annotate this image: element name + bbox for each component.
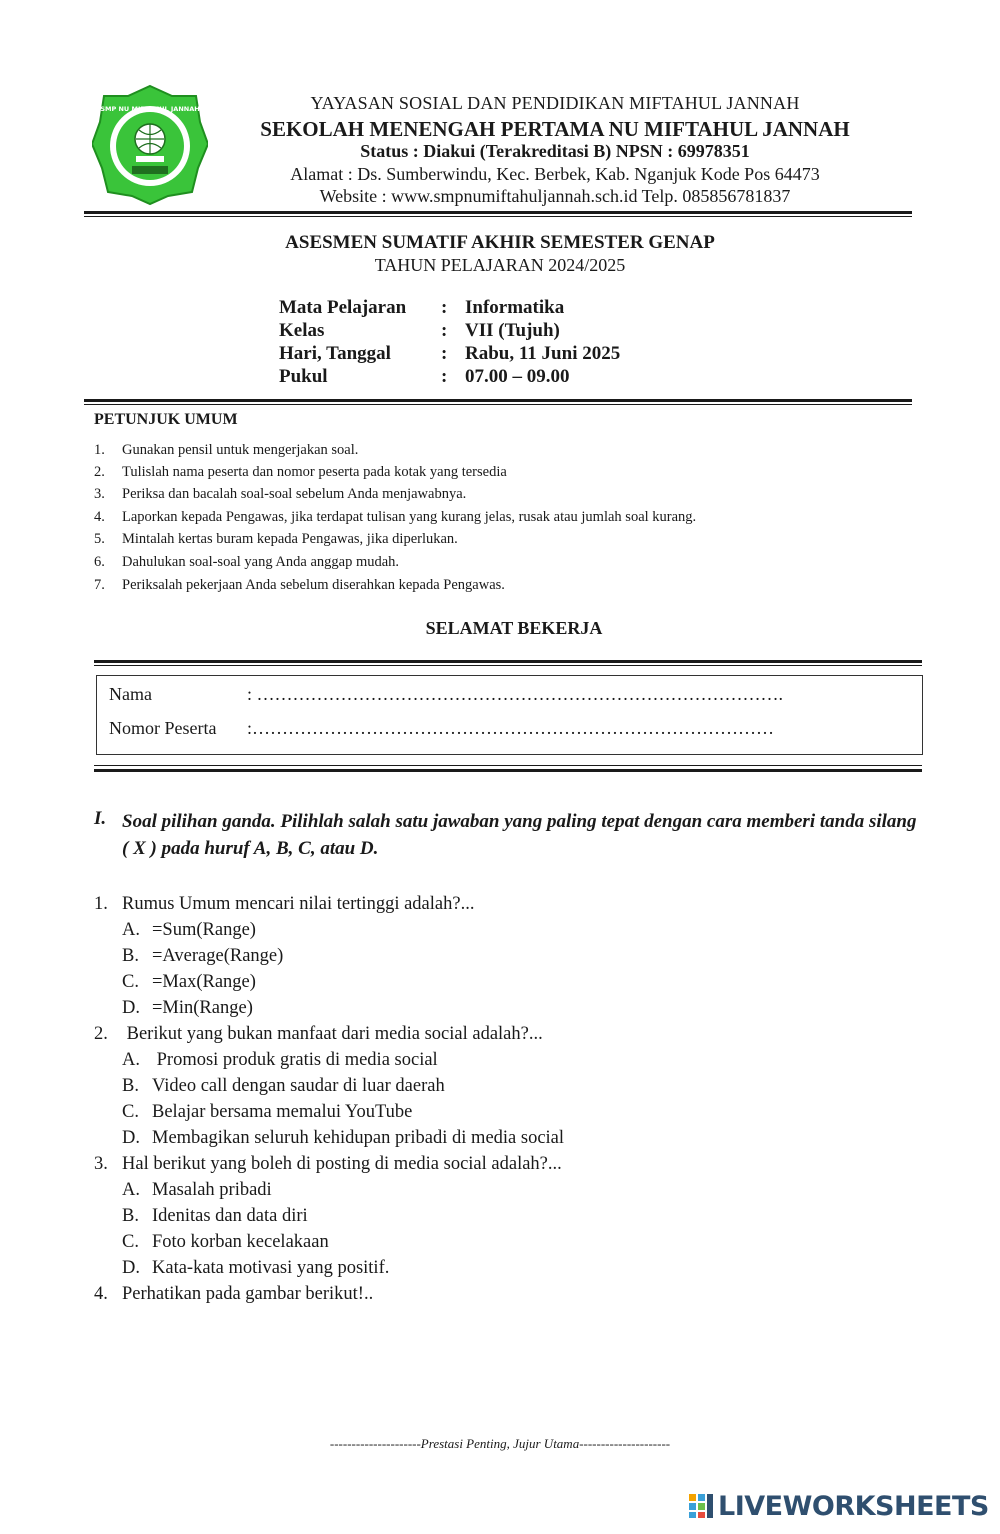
school-website: Website : www.smpnumiftahuljannah.sch.id Telp. 085856781837 xyxy=(319,186,791,206)
exam-title: ASESMEN SUMATIF AKHIR SEMESTER GENAP xyxy=(285,232,715,253)
school-status: Status : Diakui (Terakreditasi B) NPSN : 69978351 xyxy=(360,141,750,161)
info-label: Mata Pelajaran xyxy=(279,297,407,318)
info-divider xyxy=(84,399,912,402)
foundation-name: YAYASAN SOSIAL DAN PENDIDIKAN MIFTAHUL JANNAH xyxy=(310,93,800,113)
closing-greeting: SELAMAT BEKERJA xyxy=(425,618,603,638)
school-address: Alamat : Ds. Sumberwindu, Kec. Berbek, Kab. Nganjuk Kode Pos 64473 xyxy=(290,164,820,184)
instruction-item: 6. Dahulukan soal-soal yang Anda anggap mudah. xyxy=(94,554,400,570)
section-number: I. xyxy=(94,808,107,829)
question: 3. Hal berikut yang boleh di posting di media social adalah?... xyxy=(94,1154,562,1174)
name-field[interactable]: : ……………………………………………………………………………. xyxy=(247,684,784,704)
answer-option[interactable]: B. =Average(Range) xyxy=(122,946,284,966)
question: 1. Rumus Umum mencari nilai tertinggi adalah?... xyxy=(94,894,475,914)
instruction-item: 1. Gunakan pensil untuk mengerjakan soal. xyxy=(94,442,359,458)
identity-divider-top-thin xyxy=(94,665,922,666)
answer-option[interactable]: A. Promosi produk gratis di media social xyxy=(122,1050,438,1070)
instruction-item: 2. Tulislah nama peserta dan nomor peserta pada kotak yang tersedia xyxy=(94,464,507,480)
info-label: Hari, Tanggal xyxy=(279,343,391,364)
info-value: Informatika xyxy=(465,297,565,318)
school-logo xyxy=(92,84,208,206)
identity-divider-top xyxy=(94,660,922,663)
answer-option[interactable]: A. Masalah pribadi xyxy=(122,1180,272,1200)
answer-option[interactable]: B. Video call dengan saudar di luar daerah xyxy=(122,1076,445,1096)
name-label: Nama xyxy=(109,684,152,704)
info-label: Pukul xyxy=(279,366,328,387)
question: 2. Berikut yang bukan manfaat dari media social adalah?... xyxy=(94,1024,543,1044)
number-field[interactable]: :…………………………………………………………………………… xyxy=(247,718,775,738)
answer-option[interactable]: C. =Max(Range) xyxy=(122,972,256,992)
info-label: Kelas xyxy=(279,320,325,341)
number-label: Nomor Peserta xyxy=(109,718,217,738)
identity-divider-bottom-thin xyxy=(94,765,922,766)
brand-name: LIVEWORKSHEETS xyxy=(718,1491,989,1522)
instructions-heading: PETUNJUK UMUM xyxy=(94,411,238,428)
section-instruction: Soal pilihan ganda. Pilihlah salah satu jawaban yang paling tepat dengan cara memberi tanda silang ( X ) pada huruf A, B, C, atau D. xyxy=(122,811,917,859)
instruction-item: 3. Periksa dan bacalah soal-soal sebelum Anda menjawabnya. xyxy=(94,486,467,502)
name-row xyxy=(109,684,783,705)
identity-box xyxy=(96,675,923,755)
answer-option[interactable]: C. Belajar bersama memalui YouTube xyxy=(122,1102,413,1122)
question: 4. Perhatikan pada gambar berikut!.. xyxy=(94,1284,374,1304)
info-value: VII (Tujuh) xyxy=(465,320,560,341)
info-divider-thin xyxy=(84,404,912,405)
instruction-item: 7. Periksalah pekerjaan Anda sebelum diserahkan kepada Pengawas. xyxy=(94,577,505,593)
number-row xyxy=(109,718,774,739)
header-divider-thin xyxy=(84,216,912,217)
school-name: SEKOLAH MENENGAH PERTAMA NU MIFTAHUL JANNAH xyxy=(260,117,850,141)
footer-motto: ---------------------Prestasi Penting, Jujur Utama--------------------- xyxy=(329,1436,671,1451)
instruction-item: 5. Mintalah kertas buram kepada Pengawas, jika diperlukan. xyxy=(94,531,458,547)
answer-option[interactable]: A. =Sum(Range) xyxy=(122,920,256,940)
instruction-item: 4. Laporkan kepada Pengawas, jika terdapat tulisan yang kurang jelas, rusak atau jumlah soal kurang. xyxy=(94,509,697,525)
answer-option[interactable]: D. =Min(Range) xyxy=(122,998,253,1018)
answer-option[interactable]: D. Membagikan seluruh kehidupan pribadi di media social xyxy=(122,1128,565,1148)
exam-year: TAHUN PELAJARAN 2024/2025 xyxy=(374,255,626,275)
answer-option[interactable]: B. Idenitas dan data diri xyxy=(122,1206,308,1226)
liveworksheets-logo-icon xyxy=(688,1493,714,1519)
header-divider xyxy=(84,211,912,214)
info-value: Rabu, 11 Juni 2025 xyxy=(465,343,621,364)
info-value: 07.00 – 09.00 xyxy=(465,366,570,387)
identity-divider-bottom xyxy=(94,769,922,772)
answer-option[interactable]: C. Foto korban kecelakaan xyxy=(122,1232,329,1252)
answer-option[interactable]: D. Kata-kata motivasi yang positif. xyxy=(122,1258,390,1278)
svg-text:SMP NU MIFTAHUL JANNAH: SMP NU MIFTAHUL JANNAH xyxy=(100,105,200,113)
